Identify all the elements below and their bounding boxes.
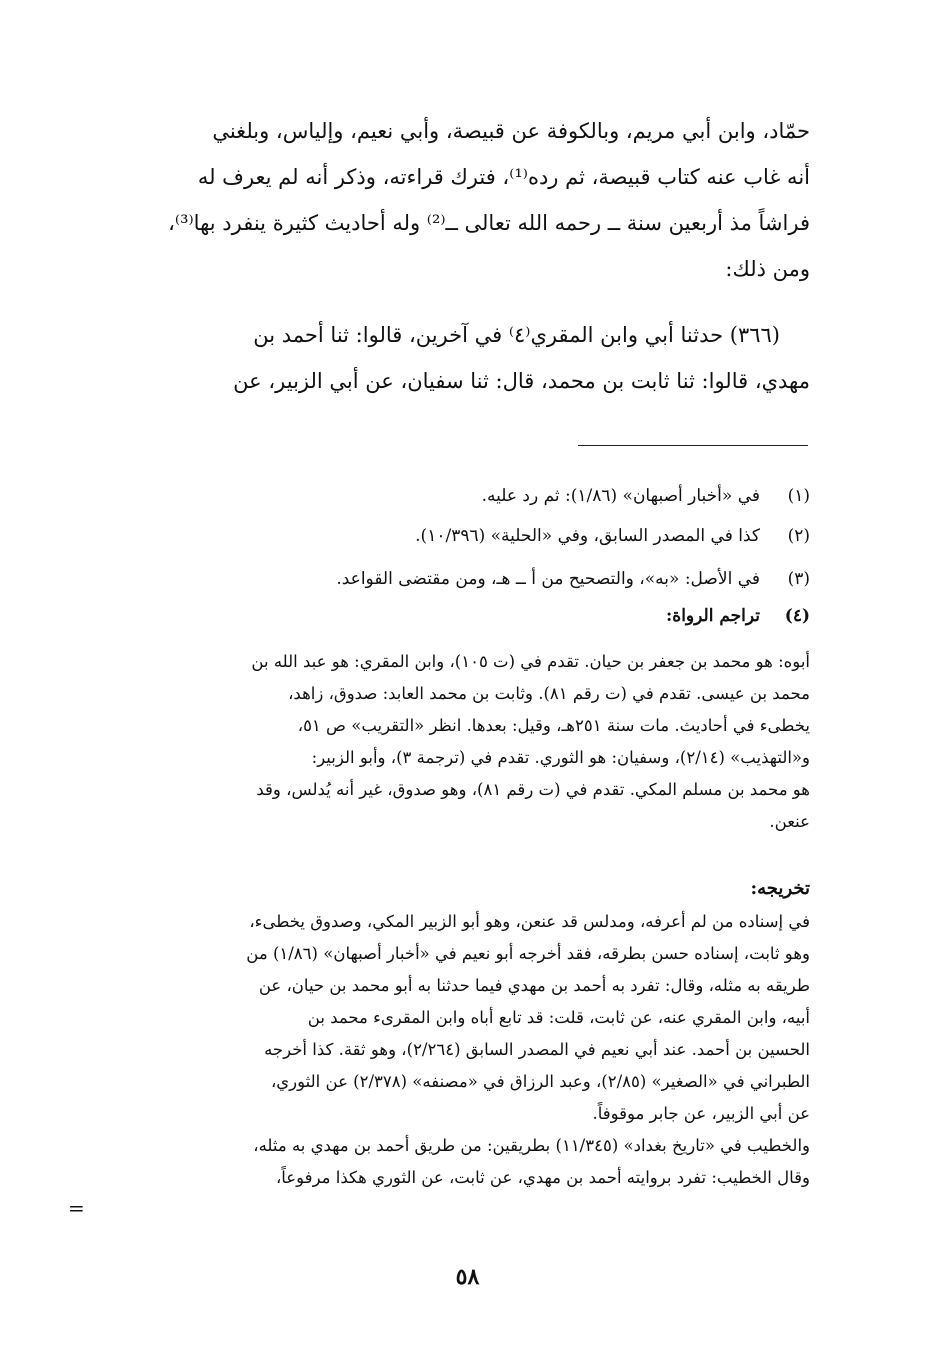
footnote-text: في الأصل: «به»، والتصحيح من أ ــ هـ، ومن مقتضى القواعد. bbox=[336, 569, 760, 589]
hadith-line: (٣٦٦) حدثنا أبي وابن المقري⁽٤⁾ في آخرين، قالوا: ثنا أحمد بن bbox=[253, 323, 780, 347]
footnote-number: (٤) bbox=[784, 606, 810, 626]
main-line: حمّاد، وابن أبي مريم، وبالكوفة عن قبيصة، وأبي نعيم، وإلياس، وبلغني bbox=[212, 119, 810, 143]
takhrij-line: وهو ثابت، إسناده حسن بطرقه، فقد أخرجه أبو نعيم في «أخبار أصبهان» (١/٨٦) من bbox=[246, 944, 810, 963]
footnote-number: (١) bbox=[787, 486, 810, 506]
takhrij-line: طريقه به مثله، وقال: تفرد به أحمد بن مهدي فيما حدثنا به أبو محمد بن حيان، عن bbox=[258, 976, 810, 995]
takhrij-section bbox=[108, 872, 810, 1194]
footnote-heading: تراجم الرواة: bbox=[666, 606, 760, 626]
main-line: فراشاً مذ أربعين سنة ــ رحمه الله تعالى ــ⁽²⁾ وله أحاديث كثيرة ينفرد بها⁽³⁾، bbox=[168, 211, 810, 235]
bio-line: هو محمد بن مسلم المكي. تقدم في (ت رقم ٨١)، وهو صدوق، غير أنه يُدلس، وقد bbox=[256, 780, 810, 799]
takhrij-line: عن أبي الزبير، عن جابر موقوفاً. bbox=[592, 1104, 810, 1123]
bio-line: محمد بن عيسى. تقدم في (ت رقم ٨١). وثابت بن محمد العابد: صدوق، زاهد، bbox=[288, 684, 810, 703]
footnote-number: (٣) bbox=[787, 569, 810, 589]
takhrij-line: وقال الخطيب: تفرد بروايته أحمد بن مهدي، عن ثابت، عن الثوري هكذا مرفوعاً، bbox=[275, 1168, 810, 1187]
takhrij-heading: تخريجه: bbox=[750, 878, 810, 899]
footnote bbox=[110, 514, 810, 558]
footnote-text: كذا في المصدر السابق، وفي «الحلية» (١٠/٣٩٦). bbox=[415, 526, 760, 546]
bio-line: يخطىء في أحاديث. مات سنة ٢٥١هـ، وقيل: بعدها. انظر «التقريب» ص ٥١، bbox=[297, 716, 810, 735]
bio-line: و«التهذيب» (٢/١٤)، وسفيان: هو الثوري. تقدم في (ترجمة ٣)، وأبو الزبير: bbox=[311, 748, 810, 767]
page-number: ٥٨ bbox=[455, 1264, 480, 1290]
footnote-number: (٢) bbox=[787, 526, 810, 546]
main-line: أنه غاب عنه كتاب قبيصة، ثم رده⁽¹⁾، فترك قراءته، وذكر أنه لم يعرف له bbox=[197, 165, 810, 189]
takhrij-line: أبيه، وابن المقري عنه، عن ثابت، قلت: قد تابع أباه وابن المقرىء محمد بن bbox=[307, 1008, 810, 1027]
bio-line: عنعن. bbox=[769, 812, 810, 831]
footnote-text: في «أخبار أصبهان» (١/٨٦): ثم رد عليه. bbox=[481, 486, 760, 506]
footnotes bbox=[110, 478, 810, 632]
hadith-paragraph bbox=[110, 312, 810, 404]
main-paragraph bbox=[110, 108, 810, 292]
takhrij-line: في إسناده من لم أعرفه، ومدلس قد عنعن، وهو أبو الزبير المكي، وصدوق يخطىء، bbox=[249, 912, 810, 931]
takhrij-line: والخطيب في «تاريخ بغداد» (١١/٣٤٥) بطريقين: من طريق أحمد بن مهدي به مثله، bbox=[253, 1136, 810, 1155]
main-line: ومن ذلك: bbox=[725, 257, 810, 281]
takhrij-line: الحسين بن أحمد. عند أبي نعيم في المصدر السابق (٢/٢٦٤)، وهو ثقة. كذا أخرجه bbox=[264, 1040, 810, 1059]
continuation-mark: = bbox=[68, 1196, 85, 1220]
narrators-biographies bbox=[108, 646, 810, 838]
takhrij-line: الطبراني في «الصغير» (٢/٨٥)، وعبد الرزاق في «مصنفه» (٢/٣٧٨) عن الثوري، bbox=[270, 1072, 810, 1091]
footnote bbox=[110, 558, 810, 600]
footnote bbox=[110, 478, 810, 514]
hadith-line: مهدي، قالوا: ثنا ثابت بن محمد، قال: ثنا سفيان، عن أبي الزبير، عن bbox=[233, 369, 810, 393]
footnote bbox=[110, 600, 810, 632]
footnote-separator bbox=[578, 445, 808, 446]
bio-line: أبوه: هو محمد بن جعفر بن حيان. تقدم في (ت ١٠٥)، وابن المقري: هو عبد الله بن bbox=[251, 652, 810, 671]
